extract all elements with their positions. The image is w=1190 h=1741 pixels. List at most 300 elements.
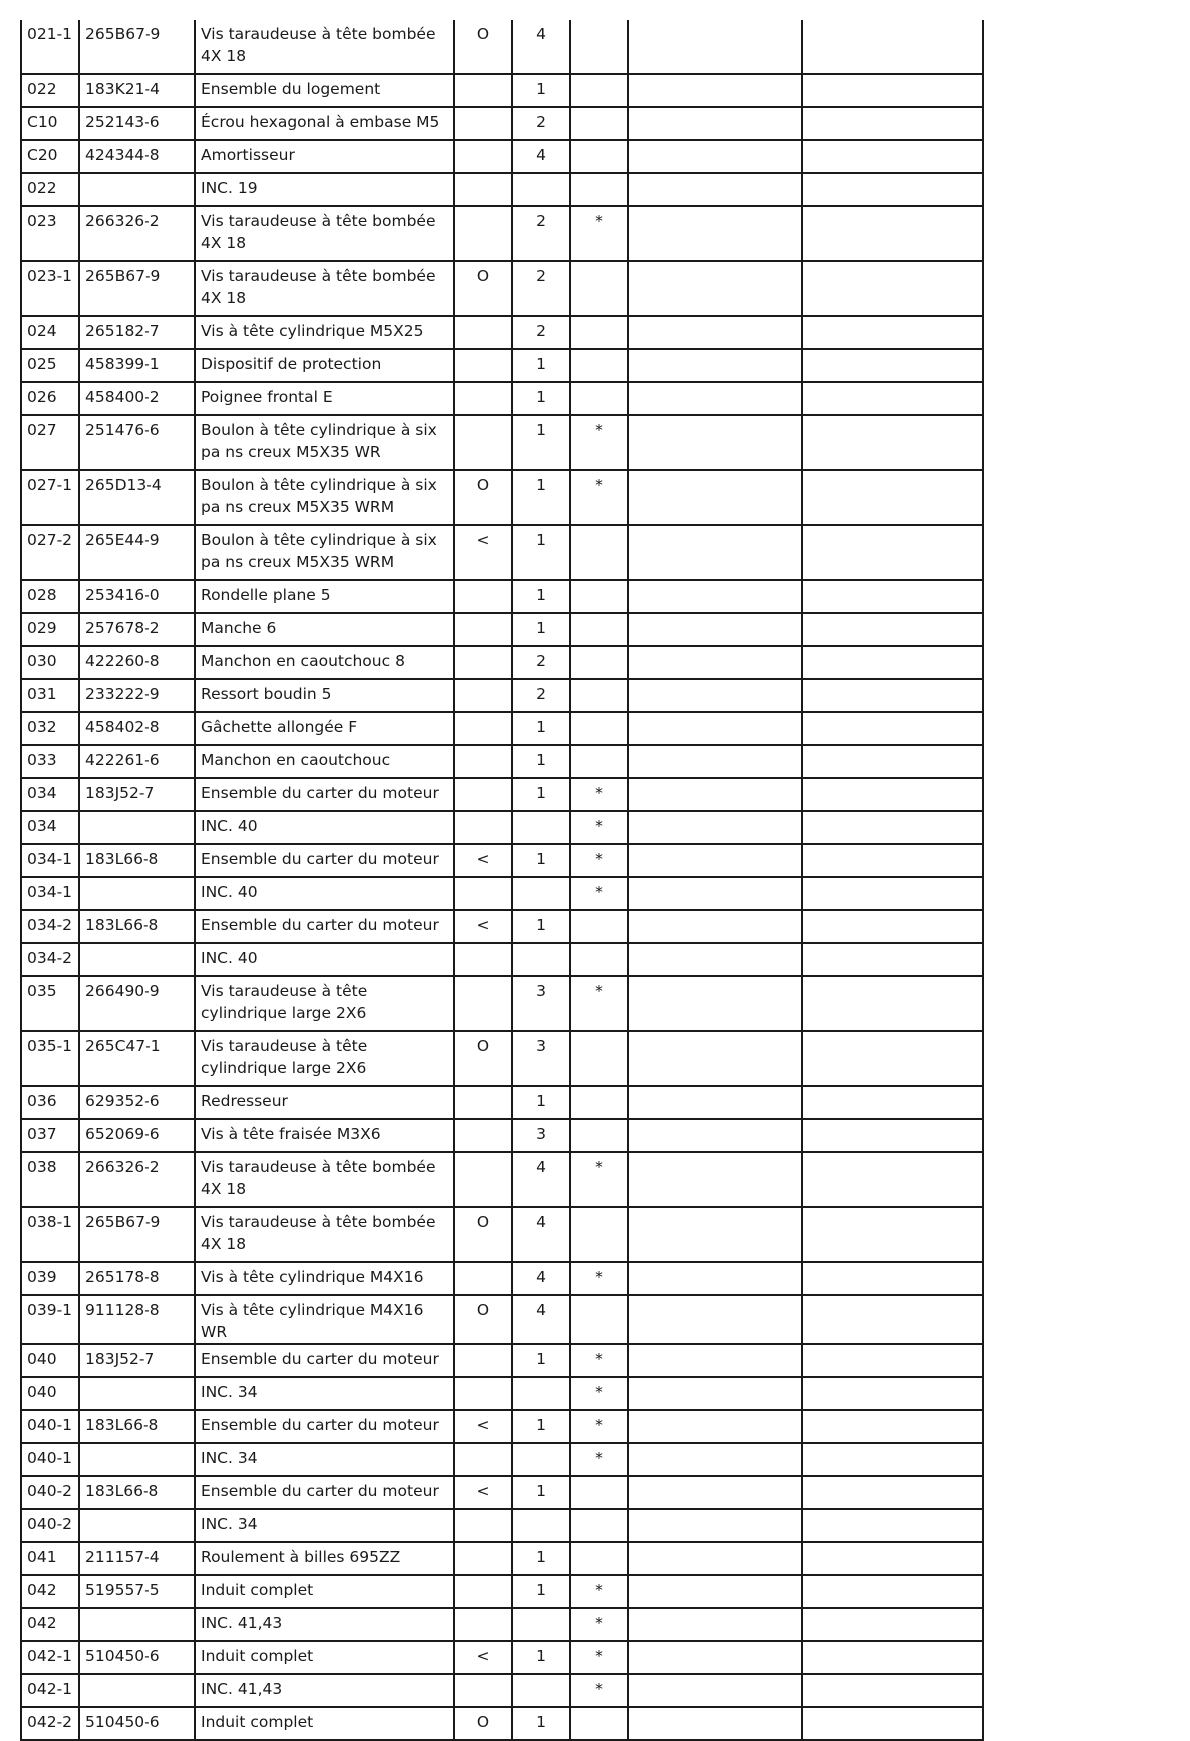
notes-b-cell [802,173,983,206]
designation-cell: Dispositif de protection [195,349,454,382]
item-number-cell: C20 [21,140,79,173]
table-row [21,1344,983,1377]
notes-a-cell [628,1575,802,1608]
notes-a-cell [628,910,802,943]
parts-table [20,20,984,1741]
table-row [21,877,983,910]
table-row [21,470,983,525]
quantity-cell [512,173,570,206]
flag-cell: * [570,1377,628,1410]
quantity-cell: 1 [512,712,570,745]
item-number-cell: 034-1 [21,844,79,877]
designation-cell: Vis taraudeuse à tête bombée 4X 18 [195,206,454,261]
quantity-cell: 1 [512,415,570,470]
quantity-cell: 4 [512,1207,570,1262]
reference-cell: 252143-6 [79,107,195,140]
marker-cell [454,1542,512,1575]
quantity-cell: 1 [512,349,570,382]
item-number-cell: 034-1 [21,877,79,910]
quantity-cell [512,1608,570,1641]
quantity-cell: 1 [512,910,570,943]
flag-cell [570,140,628,173]
reference-cell: 183L66-8 [79,910,195,943]
notes-a-cell [628,1641,802,1674]
designation-cell: Ensemble du carter du moteur [195,910,454,943]
reference-cell: 424344-8 [79,140,195,173]
notes-b-cell [802,1608,983,1641]
notes-b-cell [802,1207,983,1262]
marker-cell [454,1608,512,1641]
flag-cell [570,613,628,646]
item-number-cell: 037 [21,1119,79,1152]
flag-cell: * [570,778,628,811]
reference-cell: 422261-6 [79,745,195,778]
quantity-cell: 1 [512,1707,570,1740]
quantity-cell: 3 [512,1119,570,1152]
table-row [21,580,983,613]
item-number-cell: 040 [21,1344,79,1377]
quantity-cell [512,943,570,976]
reference-cell: 519557-5 [79,1575,195,1608]
quantity-cell [512,1509,570,1542]
notes-b-cell [802,745,983,778]
flag-cell [570,1031,628,1086]
notes-b-cell [802,525,983,580]
marker-cell [454,811,512,844]
designation-cell: INC. 34 [195,1377,454,1410]
flag-cell [570,382,628,415]
notes-a-cell [628,1410,802,1443]
designation-cell: Vis taraudeuse à tête cylindrique large 2X6 [195,1031,454,1086]
reference-cell: 265182-7 [79,316,195,349]
notes-b-cell [802,415,983,470]
quantity-cell: 2 [512,206,570,261]
quantity-cell: 3 [512,976,570,1031]
item-number-cell: 035 [21,976,79,1031]
quantity-cell [512,1377,570,1410]
reference-cell: 211157-4 [79,1542,195,1575]
designation-cell: Ensemble du carter du moteur [195,1410,454,1443]
item-number-cell: 034 [21,811,79,844]
reference-cell: 911128-8 [79,1295,195,1344]
quantity-cell: 1 [512,1476,570,1509]
item-number-cell: 023 [21,206,79,261]
notes-b-cell [802,20,983,74]
designation-cell: Ressort boudin 5 [195,679,454,712]
flag-cell [570,745,628,778]
reference-cell [79,1377,195,1410]
notes-a-cell [628,1542,802,1575]
flag-cell [570,107,628,140]
notes-a-cell [628,1476,802,1509]
flag-cell [570,261,628,316]
table-row [21,1295,983,1344]
marker-cell [454,613,512,646]
item-number-cell: 042 [21,1608,79,1641]
designation-cell: Boulon à tête cylindrique à six pa ns creux M5X35 WR [195,415,454,470]
table-row [21,1509,983,1542]
table-row [21,1608,983,1641]
designation-cell: INC. 41,43 [195,1674,454,1707]
item-number-cell: 032 [21,712,79,745]
designation-cell: Induit complet [195,1707,454,1740]
flag-cell [570,349,628,382]
quantity-cell: 1 [512,613,570,646]
designation-cell: Roulement à billes 695ZZ [195,1542,454,1575]
item-number-cell: 034-2 [21,910,79,943]
notes-a-cell [628,1674,802,1707]
quantity-cell: 1 [512,1542,570,1575]
table-row [21,1262,983,1295]
flag-cell: * [570,1641,628,1674]
quantity-cell [512,1443,570,1476]
marker-cell [454,778,512,811]
item-number-cell: 039-1 [21,1295,79,1344]
reference-cell: 266326-2 [79,206,195,261]
item-number-cell: 041 [21,1542,79,1575]
table-row [21,1207,983,1262]
table-row [21,1542,983,1575]
flag-cell: * [570,1152,628,1207]
notes-b-cell [802,1295,983,1344]
table-row [21,107,983,140]
notes-a-cell [628,1031,802,1086]
parts-table-body [21,20,983,1740]
item-number-cell: 022 [21,173,79,206]
quantity-cell [512,811,570,844]
reference-cell: 265B67-9 [79,1207,195,1262]
reference-cell [79,877,195,910]
notes-b-cell [802,580,983,613]
notes-a-cell [628,646,802,679]
notes-a-cell [628,877,802,910]
quantity-cell: 2 [512,646,570,679]
marker-cell [454,206,512,261]
table-row [21,844,983,877]
item-number-cell: 040-2 [21,1509,79,1542]
marker-cell [454,382,512,415]
flag-cell [570,1207,628,1262]
notes-a-cell [628,712,802,745]
flag-cell: * [570,976,628,1031]
table-row [21,1152,983,1207]
marker-cell [454,1262,512,1295]
item-number-cell: 034 [21,778,79,811]
designation-cell: Vis taraudeuse à tête bombée 4X 18 [195,1207,454,1262]
item-number-cell: 038 [21,1152,79,1207]
marker-cell [454,1344,512,1377]
item-number-cell: 026 [21,382,79,415]
flag-cell: * [570,1262,628,1295]
designation-cell: INC. 34 [195,1443,454,1476]
table-row [21,206,983,261]
marker-cell [454,1674,512,1707]
table-row [21,382,983,415]
table-row [21,1377,983,1410]
item-number-cell: 040-1 [21,1443,79,1476]
quantity-cell: 2 [512,679,570,712]
quantity-cell: 4 [512,20,570,74]
designation-cell: Vis taraudeuse à tête bombée 4X 18 [195,20,454,74]
quantity-cell [512,877,570,910]
flag-cell [570,1476,628,1509]
notes-a-cell [628,140,802,173]
quantity-cell: 1 [512,74,570,107]
item-number-cell: 023-1 [21,261,79,316]
marker-cell [454,1443,512,1476]
notes-a-cell [628,1152,802,1207]
flag-cell [570,525,628,580]
flag-cell: * [570,1443,628,1476]
notes-b-cell [802,140,983,173]
item-number-cell: 040-2 [21,1476,79,1509]
table-row [21,778,983,811]
notes-b-cell [802,976,983,1031]
designation-cell: INC. 19 [195,173,454,206]
designation-cell: Manchon en caoutchouc 8 [195,646,454,679]
marker-cell [454,74,512,107]
item-number-cell: 033 [21,745,79,778]
designation-cell: Induit complet [195,1641,454,1674]
marker-cell [454,1086,512,1119]
notes-b-cell [802,261,983,316]
table-row [21,1575,983,1608]
flag-cell [570,1295,628,1344]
notes-b-cell [802,1542,983,1575]
designation-cell: Poignee frontal E [195,382,454,415]
reference-cell: 458399-1 [79,349,195,382]
reference-cell [79,811,195,844]
designation-cell: Vis à tête fraisée M3X6 [195,1119,454,1152]
item-number-cell: 027-2 [21,525,79,580]
notes-a-cell [628,107,802,140]
marker-cell [454,976,512,1031]
flag-cell: * [570,415,628,470]
item-number-cell: 024 [21,316,79,349]
notes-b-cell [802,470,983,525]
reference-cell: 183J52-7 [79,778,195,811]
marker-cell [454,349,512,382]
notes-b-cell [802,1086,983,1119]
notes-b-cell [802,382,983,415]
reference-cell [79,943,195,976]
quantity-cell: 1 [512,844,570,877]
notes-b-cell [802,1641,983,1674]
notes-b-cell [802,206,983,261]
flag-cell: * [570,1674,628,1707]
notes-b-cell [802,1443,983,1476]
marker-cell: O [454,470,512,525]
notes-b-cell [802,1509,983,1542]
reference-cell: 458402-8 [79,712,195,745]
flag-cell [570,74,628,107]
quantity-cell: 4 [512,1295,570,1344]
notes-b-cell [802,74,983,107]
table-row [21,1410,983,1443]
reference-cell: 265E44-9 [79,525,195,580]
reference-cell: 266490-9 [79,976,195,1031]
table-row [21,976,983,1031]
notes-b-cell [802,1119,983,1152]
designation-cell: INC. 34 [195,1509,454,1542]
notes-b-cell [802,1262,983,1295]
quantity-cell: 1 [512,1086,570,1119]
notes-b-cell [802,712,983,745]
flag-cell: * [570,1344,628,1377]
item-number-cell: 042-1 [21,1641,79,1674]
designation-cell: INC. 40 [195,943,454,976]
table-row [21,1674,983,1707]
marker-cell [454,712,512,745]
designation-cell: Vis à tête cylindrique M5X25 [195,316,454,349]
flag-cell: * [570,1608,628,1641]
notes-a-cell [628,943,802,976]
item-number-cell: 025 [21,349,79,382]
table-row [21,1707,983,1740]
table-row [21,1086,983,1119]
notes-b-cell [802,1152,983,1207]
notes-a-cell [628,1707,802,1740]
item-number-cell: 036 [21,1086,79,1119]
flag-cell [570,580,628,613]
notes-a-cell [628,976,802,1031]
notes-b-cell [802,646,983,679]
table-row [21,910,983,943]
item-number-cell: 038-1 [21,1207,79,1262]
marker-cell [454,1575,512,1608]
reference-cell: 458400-2 [79,382,195,415]
notes-b-cell [802,910,983,943]
reference-cell [79,1674,195,1707]
item-number-cell: 027-1 [21,470,79,525]
notes-b-cell [802,1476,983,1509]
notes-a-cell [628,316,802,349]
marker-cell [454,943,512,976]
marker-cell: O [454,1707,512,1740]
quantity-cell: 1 [512,1575,570,1608]
item-number-cell: 035-1 [21,1031,79,1086]
marker-cell: O [454,1031,512,1086]
quantity-cell: 1 [512,470,570,525]
table-row [21,261,983,316]
quantity-cell: 1 [512,778,570,811]
reference-cell: 183L66-8 [79,844,195,877]
item-number-cell: 040 [21,1377,79,1410]
marker-cell: < [454,525,512,580]
notes-a-cell [628,1262,802,1295]
designation-cell: Induit complet [195,1575,454,1608]
designation-cell: INC. 40 [195,877,454,910]
flag-cell [570,1509,628,1542]
item-number-cell: 028 [21,580,79,613]
item-number-cell: 042-2 [21,1707,79,1740]
flag-cell: * [570,1410,628,1443]
marker-cell: < [454,1410,512,1443]
reference-cell: 629352-6 [79,1086,195,1119]
reference-cell [79,173,195,206]
quantity-cell: 4 [512,1152,570,1207]
reference-cell: 510450-6 [79,1707,195,1740]
notes-b-cell [802,679,983,712]
item-number-cell: 040-1 [21,1410,79,1443]
flag-cell: * [570,811,628,844]
item-number-cell: 042 [21,1575,79,1608]
flag-cell [570,173,628,206]
marker-cell: O [454,1207,512,1262]
marker-cell: < [454,1476,512,1509]
marker-cell [454,415,512,470]
notes-b-cell [802,778,983,811]
marker-cell: O [454,261,512,316]
flag-cell: * [570,470,628,525]
quantity-cell: 1 [512,382,570,415]
marker-cell [454,745,512,778]
flag-cell [570,20,628,74]
notes-b-cell [802,877,983,910]
designation-cell: Rondelle plane 5 [195,580,454,613]
flag-cell [570,316,628,349]
reference-cell [79,1509,195,1542]
reference-cell: 183L66-8 [79,1410,195,1443]
item-number-cell: 039 [21,1262,79,1295]
flag-cell [570,1707,628,1740]
quantity-cell: 2 [512,107,570,140]
table-row [21,20,983,74]
marker-cell: O [454,1295,512,1344]
table-row [21,943,983,976]
marker-cell: O [454,20,512,74]
marker-cell [454,107,512,140]
flag-cell: * [570,1575,628,1608]
flag-cell [570,712,628,745]
notes-a-cell [628,206,802,261]
table-row [21,1641,983,1674]
notes-b-cell [802,1410,983,1443]
item-number-cell: 031 [21,679,79,712]
designation-cell: Gâchette allongée F [195,712,454,745]
quantity-cell: 4 [512,140,570,173]
table-row [21,745,983,778]
designation-cell: Vis taraudeuse à tête bombée 4X 18 [195,1152,454,1207]
item-number-cell: 034-2 [21,943,79,976]
marker-cell: < [454,844,512,877]
table-row [21,316,983,349]
reference-cell: 257678-2 [79,613,195,646]
notes-b-cell [802,943,983,976]
notes-a-cell [628,811,802,844]
notes-a-cell [628,525,802,580]
flag-cell: * [570,844,628,877]
notes-a-cell [628,844,802,877]
table-row [21,173,983,206]
notes-a-cell [628,1377,802,1410]
designation-cell: INC. 41,43 [195,1608,454,1641]
table-row [21,646,983,679]
notes-a-cell [628,20,802,74]
designation-cell: Amortisseur [195,140,454,173]
flag-cell [570,943,628,976]
reference-cell: 183J52-7 [79,1344,195,1377]
quantity-cell: 1 [512,1410,570,1443]
marker-cell [454,580,512,613]
reference-cell: 265B67-9 [79,261,195,316]
notes-b-cell [802,107,983,140]
notes-a-cell [628,1509,802,1542]
marker-cell [454,173,512,206]
table-row [21,140,983,173]
item-number-cell: 029 [21,613,79,646]
reference-cell: 183K21-4 [79,74,195,107]
